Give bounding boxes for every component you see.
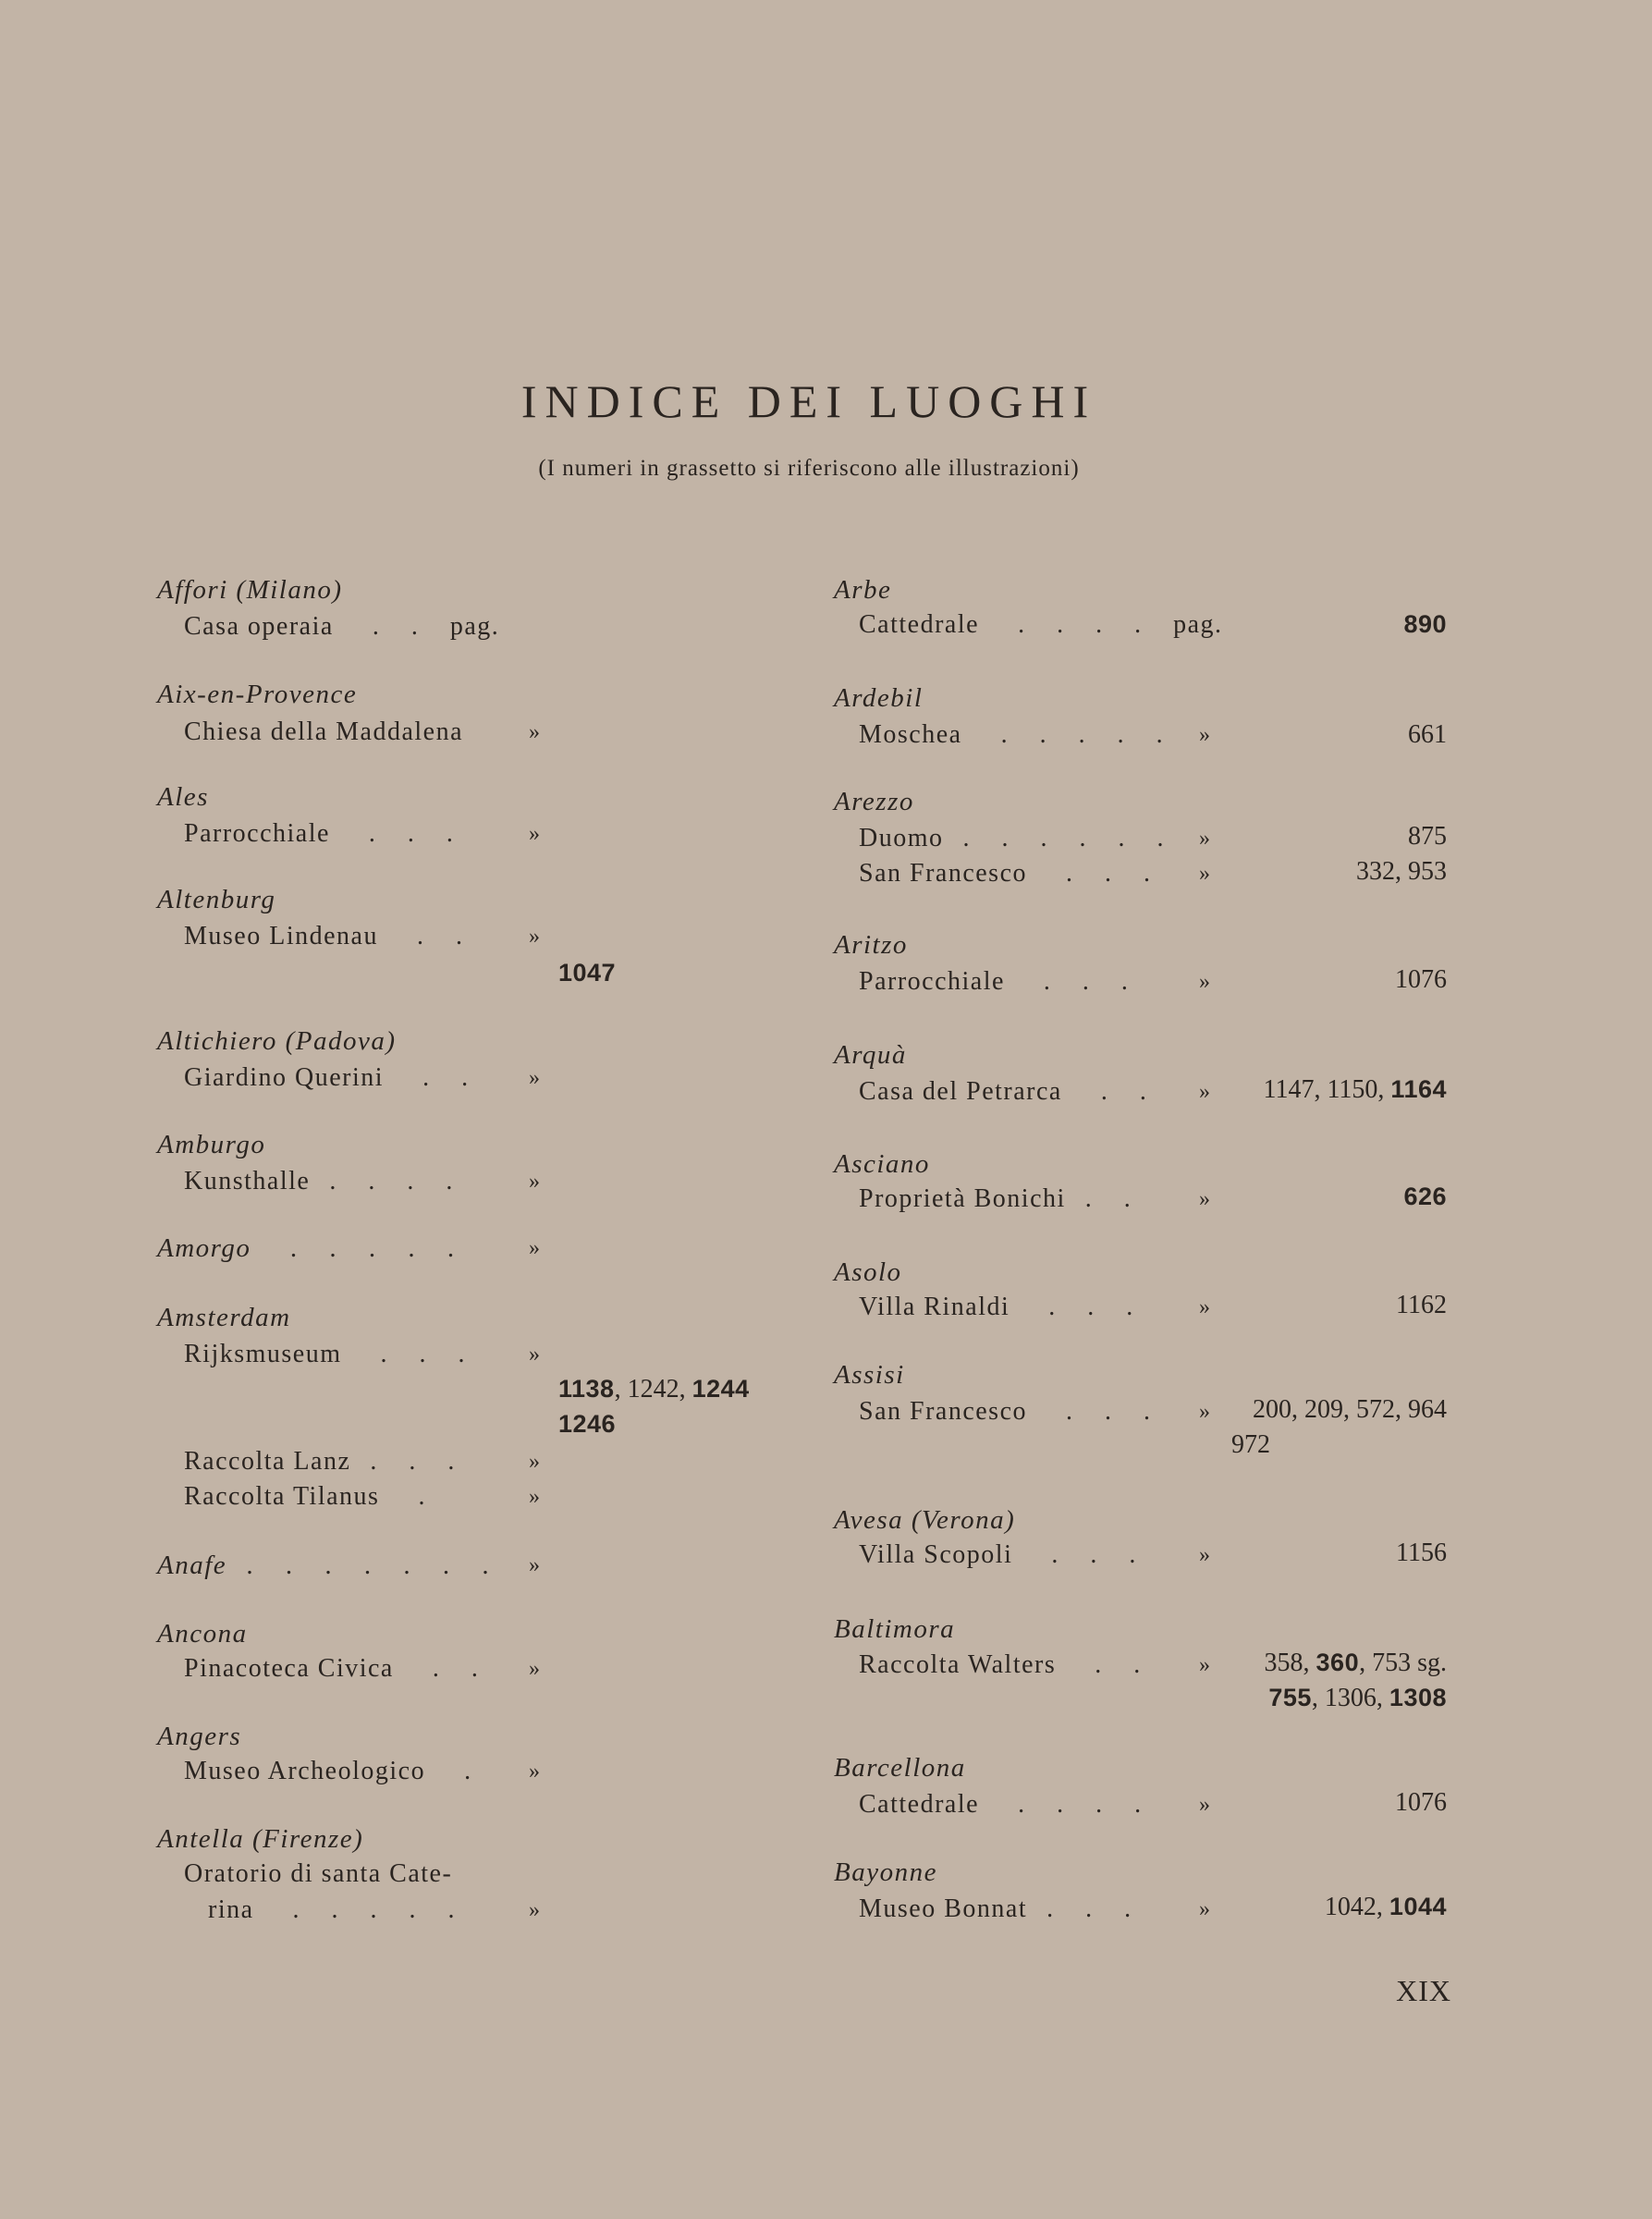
- place-heading: Asolo: [834, 1257, 902, 1287]
- ditto-mark: »: [1199, 1295, 1210, 1319]
- ditto-mark: »: [1199, 827, 1210, 851]
- page-numbers: 626: [1403, 1183, 1447, 1210]
- location-entry: Casa del Petrarca . .: [859, 1077, 1159, 1106]
- location-entry: Moschea . . . . .: [859, 720, 1176, 749]
- place-heading: Altichiero (Padova): [157, 1026, 397, 1056]
- location-entry: Museo Archeologico .: [184, 1757, 484, 1785]
- place-heading: Ancona: [157, 1619, 248, 1649]
- location-entry: Chiesa della Maddalena: [184, 717, 464, 746]
- ditto-mark: »: [1199, 970, 1210, 994]
- location-entry: rina . . . . .: [208, 1895, 468, 1924]
- place-heading: Amorgo . . . . .: [157, 1233, 468, 1263]
- place-heading: Amsterdam: [157, 1303, 291, 1332]
- place-heading: Bayonne: [834, 1857, 937, 1887]
- page-numbers: 200, 209, 572, 964: [1253, 1395, 1447, 1424]
- location-entry: Proprietà Bonichi . .: [859, 1184, 1144, 1213]
- page-numbers: 1076: [1395, 965, 1447, 994]
- ditto-mark: »: [529, 1236, 540, 1260]
- place-heading: Amburgo: [157, 1130, 266, 1159]
- place-heading: Ardebil: [834, 683, 924, 713]
- page-subtitle: (I numeri in grassetto si riferiscono alle illustrazioni): [538, 456, 1080, 481]
- location-entry: Raccolta Walters . .: [859, 1650, 1154, 1679]
- place-heading: Avesa (Verona): [834, 1505, 1016, 1535]
- location-entry: Parrocchiale . . .: [184, 819, 466, 848]
- ditto-mark: »: [1199, 1653, 1210, 1677]
- page-numbers: 1147, 1150, 1164: [1263, 1075, 1447, 1104]
- ditto-mark: »: [1199, 1543, 1210, 1567]
- location-entry: San Francesco . . .: [859, 859, 1164, 888]
- ditto-mark: »: [529, 1759, 540, 1784]
- place-heading: Angers: [157, 1722, 242, 1751]
- place-heading: Arbe: [834, 575, 892, 605]
- place-heading: Baltimora: [834, 1614, 956, 1644]
- location-entry: Cattedrale . . . . pag.: [859, 610, 1223, 639]
- page-numbers: 358, 360, 753 sg.: [1264, 1649, 1447, 1677]
- ditto-mark: »: [1199, 1793, 1210, 1817]
- page-numbers: 1156: [1396, 1539, 1447, 1567]
- location-entry: Giardino Querini . .: [184, 1063, 482, 1092]
- page-numbers: 661: [1408, 720, 1447, 749]
- page-numbers: 755, 1306, 1308: [1268, 1684, 1447, 1712]
- ditto-mark: »: [529, 1342, 540, 1367]
- location-entry: Cattedrale . . . .: [859, 1790, 1155, 1819]
- place-heading: Affori (Milano): [157, 575, 343, 605]
- ditto-mark: »: [529, 822, 540, 846]
- ditto-mark: »: [529, 1170, 540, 1194]
- place-heading: Arezzo: [834, 787, 914, 816]
- location-entry: Museo Lindenau . .: [184, 922, 475, 950]
- page-numbers: 1162: [1396, 1291, 1447, 1319]
- location-entry: Museo Bonnat . . .: [859, 1894, 1144, 1923]
- place-heading: Arquà: [834, 1040, 907, 1070]
- place-heading: Ales: [157, 782, 209, 812]
- location-entry: Casa operaia . . pag.: [184, 612, 500, 641]
- place-heading: Aritzo: [834, 930, 908, 960]
- location-entry: Rijksmuseum . . .: [184, 1340, 478, 1368]
- ditto-mark: »: [529, 1485, 540, 1509]
- page-numbers: 1246: [558, 1410, 617, 1438]
- ditto-mark: »: [529, 1898, 540, 1922]
- page-numbers: 332, 953: [1356, 857, 1447, 886]
- ditto-mark: »: [529, 720, 540, 744]
- location-entry: Raccolta Lanz . . .: [184, 1447, 468, 1476]
- page-numbers: 1047: [558, 959, 617, 987]
- ditto-mark: »: [1199, 1400, 1210, 1424]
- location-entry: Parrocchiale . . .: [859, 967, 1141, 996]
- page-numbers: 972: [1231, 1430, 1270, 1459]
- place-heading: Aix-en-Provence: [157, 680, 358, 709]
- ditto-mark: »: [1199, 1897, 1210, 1921]
- page-title: INDICE DEI LUOGHI: [520, 375, 1097, 427]
- page-numbers: 1042, 1044: [1324, 1893, 1447, 1921]
- location-entry: Pinacoteca Civica . .: [184, 1654, 491, 1683]
- page-numbers: 890: [1403, 610, 1447, 638]
- place-heading: Asciano: [834, 1149, 930, 1179]
- ditto-mark: »: [529, 925, 540, 949]
- ditto-mark: »: [529, 1066, 540, 1090]
- location-entry: Duomo . . . . . .: [859, 824, 1177, 852]
- ditto-mark: »: [529, 1450, 540, 1474]
- ditto-mark: »: [1199, 1080, 1210, 1104]
- location-entry: Kunsthalle . . . .: [184, 1167, 466, 1195]
- place-heading: Altenburg: [157, 885, 276, 914]
- ditto-mark: »: [529, 1553, 540, 1577]
- ditto-mark: »: [1199, 723, 1210, 747]
- location-entry: Oratorio di santa Cate-: [184, 1859, 453, 1888]
- location-entry: Villa Rinaldi . . .: [859, 1293, 1146, 1321]
- page-numbers: 875: [1408, 822, 1447, 851]
- location-entry: Villa Scopoli . . .: [859, 1540, 1149, 1569]
- place-heading: Anafe . . . . . . .: [157, 1551, 502, 1580]
- place-heading: Antella (Firenze): [157, 1824, 364, 1854]
- location-entry: Raccolta Tilanus .: [184, 1482, 438, 1511]
- page-numbers: 1076: [1395, 1788, 1447, 1817]
- page-folio: XIX: [1396, 1974, 1451, 2007]
- ditto-mark: »: [1199, 1187, 1210, 1211]
- location-entry: San Francesco . . .: [859, 1397, 1164, 1426]
- place-heading: Barcellona: [834, 1753, 966, 1783]
- ditto-mark: »: [529, 1657, 540, 1681]
- ditto-mark: »: [1199, 862, 1210, 886]
- page-numbers: 1138, 1242, 1244: [558, 1375, 750, 1404]
- place-heading: Assisi: [834, 1360, 905, 1390]
